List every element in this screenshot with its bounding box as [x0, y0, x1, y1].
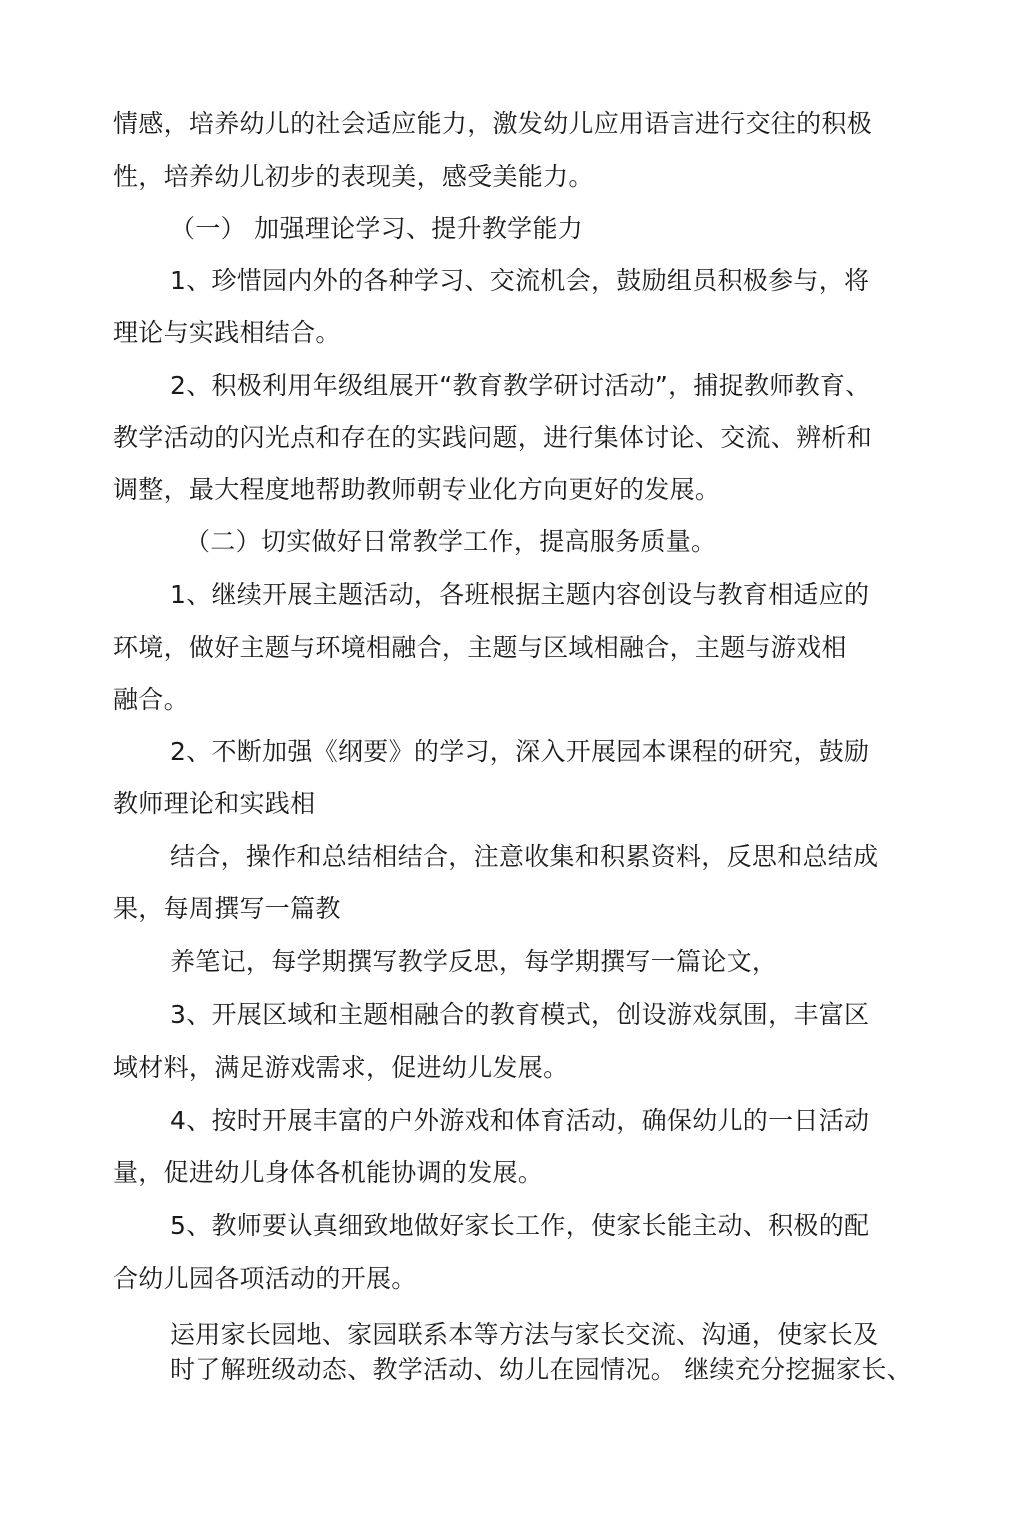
section-heading: （二）切实做好日常教学工作，提高服务质量。: [185, 527, 717, 556]
text-line: 养笔记，每学期撰写教学反思，每学期撰写一篇论文，: [170, 947, 778, 976]
text-line: 果，每周撰写一篇教: [113, 894, 341, 923]
text-line: 2、不断加强《纲要》的学习，深入开展园本课程的研究，鼓励: [170, 737, 870, 766]
text-line: 时了解班级动态、教学活动、幼儿在园情况。 继续充分挖掘家长、: [170, 1355, 912, 1384]
text-line: 运用家长园地、家园联系本等方法与家长交流、沟通，使家长及: [170, 1320, 879, 1349]
text-line: 4、按时开展丰富的户外游戏和体育活动，确保幼儿的一日活动: [170, 1106, 870, 1135]
text-line: 合幼儿园各项活动的开展。: [113, 1264, 417, 1293]
text-line: 教学活动的闪光点和存在的实践问题，进行集体讨论、交流、辨析和: [113, 423, 873, 452]
text-line: 1、继续开展主题活动，各班根据主题内容创设与教育相适应的: [170, 580, 870, 609]
text-line: 环境，做好主题与环境相融合，主题与区域相融合，主题与游戏相: [113, 633, 847, 662]
text-line: 5、教师要认真细致地做好家长工作，使家长能主动、积极的配: [170, 1211, 870, 1240]
text-line: 结合，操作和总结相结合，注意收集和积累资料，反思和总结成: [170, 842, 879, 871]
text-line: 2、积极利用年级组展开“教育教学研讨活动”，捕捉教师教育、: [170, 371, 871, 400]
text-line: 域材料，满足游戏需求，促进幼儿发展。: [113, 1053, 569, 1082]
text-line: 3、开展区域和主题相融合的教育模式，创设游戏氛围，丰富区: [170, 1000, 870, 1029]
text-line: 调整，最大程度地帮助教师朝专业化方向更好的发展。: [113, 475, 721, 504]
section-heading: （一） 加强理论学习、提升教学能力: [170, 214, 584, 243]
text-line: 情感，培养幼儿的社会适应能力，激发幼儿应用语言进行交往的积极: [113, 109, 873, 138]
text-line: 教师理论和实践相: [113, 789, 316, 818]
text-line: 1、珍惜园内外的各种学习、交流机会，鼓励组员积极参与，将: [170, 266, 870, 295]
text-line: 量，促进幼儿身体各机能协调的发展。: [113, 1158, 544, 1187]
text-line: 性，培养幼儿初步的表现美，感受美能力。: [113, 162, 594, 191]
text-line: 理论与实践相结合。: [113, 318, 341, 347]
text-line: 融合。: [113, 685, 189, 714]
